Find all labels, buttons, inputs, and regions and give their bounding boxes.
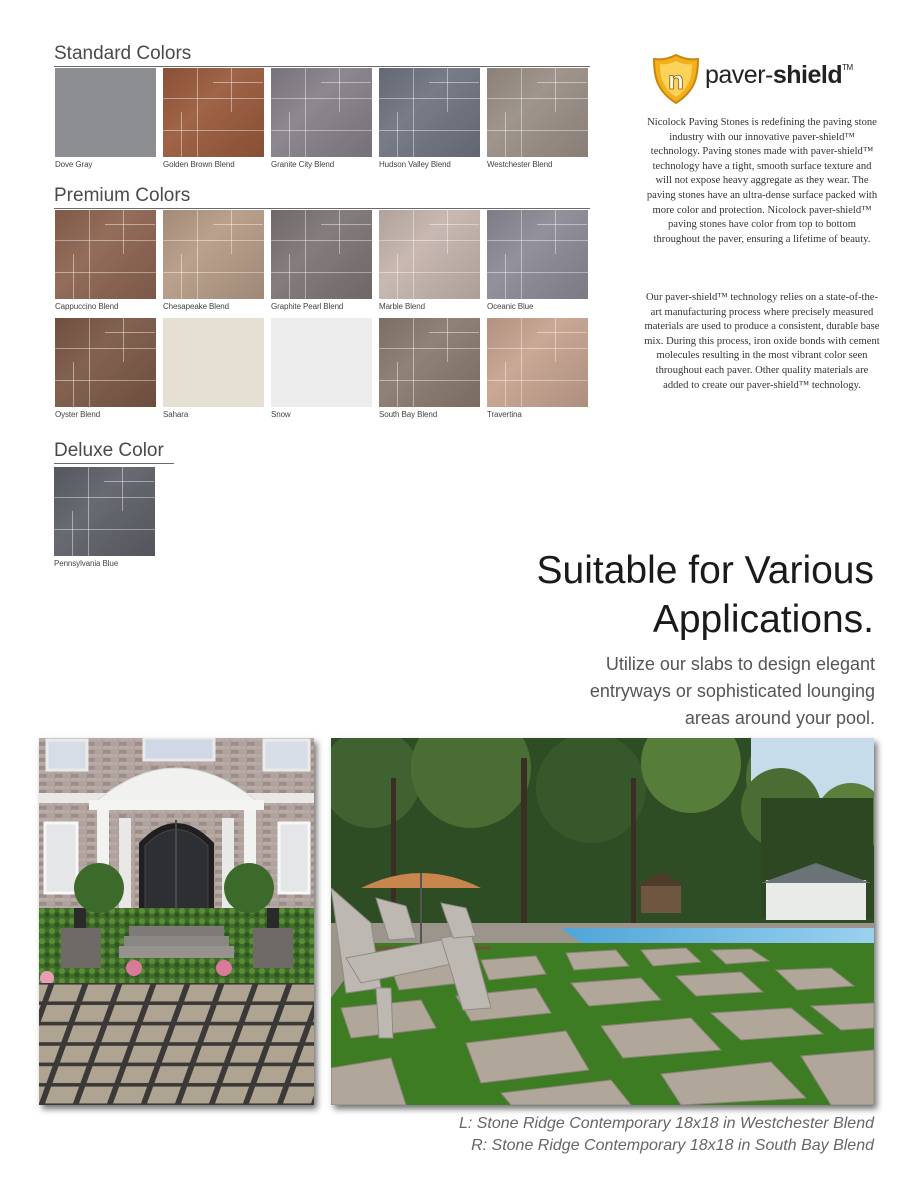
swatch-granite-city-blend [271,68,372,169]
paver-shield-logo [651,53,876,105]
swatch-label: Westchester Blend [487,160,553,169]
photo-captions [374,1113,874,1157]
swatch-label: Marble Blend [379,302,425,311]
subheadline-line-1: Utilize our slabs to design elegant [605,654,875,674]
headline [394,546,874,644]
swatch-label: Travertina [487,410,522,419]
trademark: TM [842,63,853,72]
swatch-tile [55,68,156,157]
swatch-label: Pennsylvania Blue [54,559,119,568]
swatch-graphite-pearl-blend [271,210,372,311]
swatch-tile [163,210,264,299]
swatch-cappuccino-blend [55,210,156,311]
swatch-tile [379,210,480,299]
pool-illustration [331,738,874,1105]
premium-colors-title: Premium Colors [54,185,590,209]
swatch-tile [54,467,155,556]
brand-prefix: paver- [705,61,773,89]
swatch-south-bay-blend [379,318,480,419]
swatch-oceanic-blue [487,210,588,311]
swatch-label: Graphite Pearl Blend [271,302,344,311]
swatch-tile [487,318,588,407]
swatch-label: Dove Gray [55,160,93,169]
swatch-label: Hudson Valley Blend [379,160,451,169]
swatch-label: Golden Brown Blend [163,160,235,169]
swatch-label: Oyster Blend [55,410,101,419]
caption-left: L: Stone Ridge Contemporary 18x18 in Westchester Blend [458,1115,874,1132]
swatch-golden-brown-blend [163,68,264,169]
swatch-dove-gray [55,68,156,169]
swatch-tile [271,318,372,407]
swatch-tile [379,318,480,407]
swatch-tile [163,318,264,407]
swatch-tile [55,210,156,299]
swatch-label: Oceanic Blue [487,302,534,311]
headline-line-1: Suitable for Various [536,549,874,592]
deluxe-color-title: Deluxe Color [54,440,174,464]
swatch-label: South Bay Blend [379,410,438,419]
swatch-tile [271,68,372,157]
swatch-tile [271,210,372,299]
entryway-photo [39,738,314,1105]
logo-letter: n [668,65,684,95]
caption-right: R: Stone Ridge Contemporary 18x18 in South Bay Blend [471,1137,874,1154]
swatch-sahara [163,318,264,419]
swatch-label: Snow [271,410,291,419]
swatch-label: Granite City Blend [271,160,335,169]
paragraph-technology: Our paver-shield™ technology relies on a state-of-the-art manufacturing process where precisely measured materials are used to produce a consistent, durable base mix. During this process, iron oxide bonds with cement molecules resulting in the most vibrant color seen throughout each paver. Other quality materials are added to create our paver-shield™ technology. [644,292,880,391]
subheadline [455,651,875,732]
swatch-pennsylvania-blue [54,467,155,568]
pool-photo [331,738,874,1105]
swatch-tile [487,210,588,299]
swatch-tile [163,68,264,157]
brand-bold: shield [772,61,843,89]
swatch-label: Sahara [163,410,189,419]
swatch-chesapeake-blend [163,210,264,311]
brand-name [705,61,853,90]
swatch-travertina [487,318,588,419]
entryway-illustration [39,738,314,1105]
swatch-tile [379,68,480,157]
swatch-tile [55,318,156,407]
swatch-snow [271,318,372,419]
swatch-westchester-blend [487,68,588,169]
swatch-label: Chesapeake Blend [163,302,230,311]
headline-line-2: Applications. [652,598,874,641]
subheadline-line-3: areas around your pool. [684,708,875,728]
swatch-marble-blend [379,210,480,311]
standard-colors-title: Standard Colors [54,43,590,67]
paragraph-intro: Nicolock Paving Stones is redefining the paving stone industry with our innovative paver-shield™ technology. Paving stones made with paver-shield™ technology have a tight, smooth surface texture and will not expose heavy aggregate as they wear. The paving stones have an ultra-dense surface packed with more color and protection. Nicolock paver-shield™ paving stones have color from top to bottom throughout the paver, ensuring a lifetime of beauty. [646,117,878,245]
swatch-tile [487,68,588,157]
swatch-label: Cappuccino Blend [55,302,119,311]
swatch-oyster-blend [55,318,156,419]
shield-icon [651,53,701,105]
subheadline-line-2: entryways or sophisticated lounging [589,681,875,701]
swatch-hudson-valley-blend [379,68,480,169]
